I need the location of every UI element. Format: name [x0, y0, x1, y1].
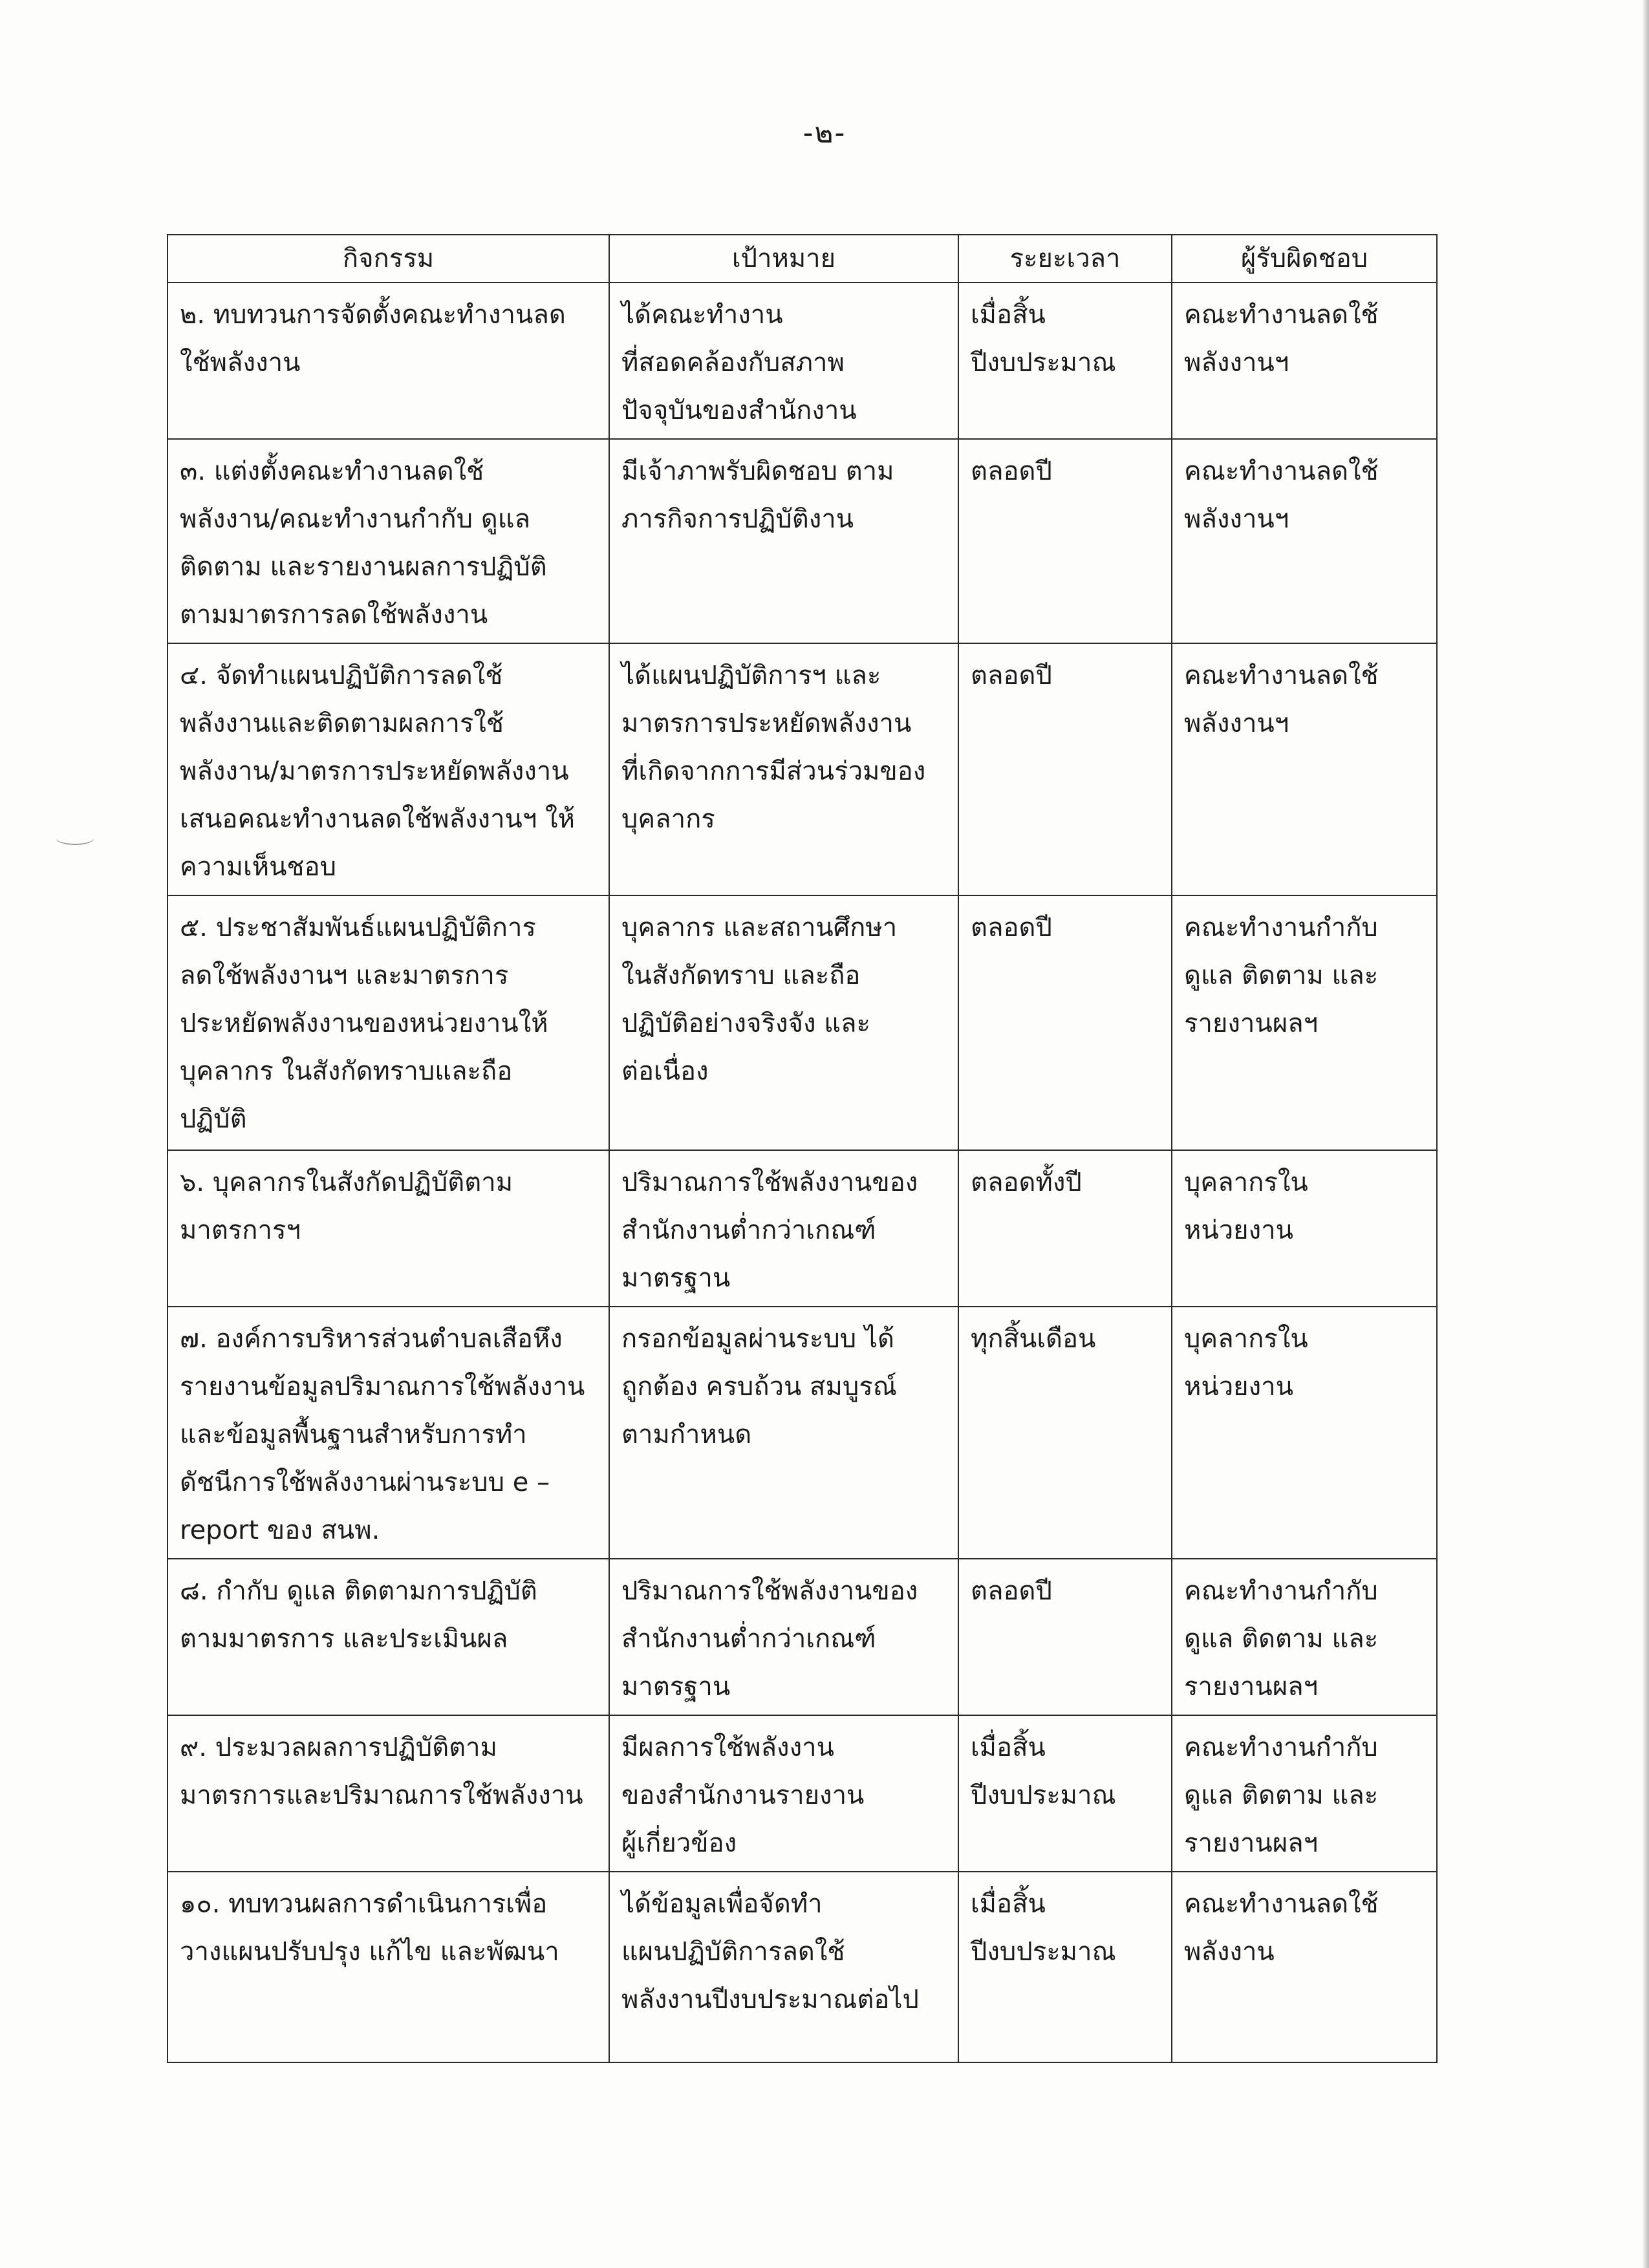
scan-right-edge: [1643, 0, 1649, 2268]
responsible-cell: คณะทำงานลดใช้ พลังงานฯ: [1172, 643, 1437, 895]
goal-cell: กรอกข้อมูลผ่านระบบ ได้ ถูกต้อง ครบถ้วน สมบูรณ์ ตามกำหนด: [609, 1307, 958, 1559]
activity-cell: ๑๐. ทบทวนผลการดำเนินการเพื่อ วางแผนปรับปรุง แก้ไข และพัฒนา: [167, 1872, 609, 2062]
activity-cell: ๓. แต่งตั้งคณะทำงานลดใช้ พลังงาน/คณะทำงานกำกับ ดูแล ติดตาม และรายงานผลการปฏิบัติ ตามมาตรการลดใช้พลังงาน: [167, 439, 609, 643]
table-row: [167, 283, 1437, 439]
table-row: [167, 895, 1437, 1150]
goal-cell: มีเจ้าภาพรับผิดชอบ ตาม ภารกิจการปฏิบัติงาน: [609, 439, 958, 643]
period-cell: เมื่อสิ้น ปีงบประมาณ: [958, 1715, 1172, 1872]
responsible-cell: คณะทำงานกำกับ ดูแล ติดตาม และ รายงานผลฯ: [1172, 1559, 1437, 1715]
table-row: [167, 1559, 1437, 1715]
activity-cell: ๒. ทบทวนการจัดตั้งคณะทำงานลด ใช้พลังงาน: [167, 283, 609, 439]
table-row: [167, 1150, 1437, 1307]
responsible-cell: บุคลากรใน หน่วยงาน: [1172, 1307, 1437, 1559]
period-cell: ตลอดปี: [958, 439, 1172, 643]
table-row: [167, 1715, 1437, 1872]
table-row: [167, 1872, 1437, 2062]
activity-cell: ๘. กำกับ ดูแล ติดตามการปฏิบัติ ตามมาตรการ และประเมินผล: [167, 1559, 609, 1715]
responsible-cell: คณะทำงานลดใช้ พลังงาน: [1172, 1872, 1437, 2062]
goal-cell: ได้คณะทำงาน ที่สอดคล้องกับสภาพ ปัจจุบันของสำนักงาน: [609, 283, 958, 439]
goal-cell: ได้แผนปฏิบัติการฯ และ มาตรการประหยัดพลังงาน ที่เกิดจากการมีส่วนร่วมของ บุคลากร: [609, 643, 958, 895]
table-row: [167, 1307, 1437, 1559]
responsible-cell: บุคลากรใน หน่วยงาน: [1172, 1150, 1437, 1307]
goal-cell: บุคลากร และสถานศึกษา ในสังกัดทราบ และถือ ปฏิบัติอย่างจริงจัง และ ต่อเนื่อง: [609, 895, 958, 1150]
activity-cell: ๔. จัดทำแผนปฏิบัติการลดใช้ พลังงานและติดตามผลการใช้ พลังงาน/มาตรการประหยัดพลังงาน เสนอคณะทำงานลดใช้พลังงานฯ ให้ ความเห็นชอบ: [167, 643, 609, 895]
activity-cell: ๕. ประชาสัมพันธ์แผนปฏิบัติการ ลดใช้พลังงานฯ และมาตรการ ประหยัดพลังงานของหน่วยงานให้ บุคลากร ในสังกัดทราบและถือ ปฏิบัติ: [167, 895, 609, 1150]
period-cell: ตลอดปี: [958, 895, 1172, 1150]
activity-cell: ๙. ประมวลผลการปฏิบัติตาม มาตรการและปริมาณการใช้พลังงาน: [167, 1715, 609, 1872]
goal-cell: ได้ข้อมูลเพื่อจัดทำ แผนปฏิบัติการลดใช้ พลังงานปีงบประมาณต่อไป: [609, 1872, 958, 2062]
activity-table: [167, 234, 1438, 2063]
responsible-cell: คณะทำงานกำกับ ดูแล ติดตาม และ รายงานผลฯ: [1172, 895, 1437, 1150]
period-cell: ตลอดทั้งปี: [958, 1150, 1172, 1307]
goal-cell: ปริมาณการใช้พลังงานของ สำนักงานต่ำกว่าเกณฑ์ มาตรฐาน: [609, 1559, 958, 1715]
table-header-row: [167, 235, 1437, 283]
responsible-cell: คณะทำงานลดใช้ พลังงานฯ: [1172, 439, 1437, 643]
table-row: [167, 643, 1437, 895]
period-cell: เมื่อสิ้น ปีงบประมาณ: [958, 1872, 1172, 2062]
column-header-period: ระยะเวลา: [958, 235, 1172, 283]
period-cell: ตลอดปี: [958, 1559, 1172, 1715]
page-number: -๒-: [803, 116, 846, 149]
table-row: [167, 439, 1437, 643]
responsible-cell: คณะทำงานกำกับ ดูแล ติดตาม และ รายงานผลฯ: [1172, 1715, 1437, 1872]
period-cell: ตลอดปี: [958, 643, 1172, 895]
column-header-responsible: ผู้รับผิดชอบ: [1172, 235, 1437, 283]
scan-margin-mark: [56, 831, 94, 845]
activity-cell: ๖. บุคลากรในสังกัดปฏิบัติตาม มาตรการฯ: [167, 1150, 609, 1307]
column-header-activity: กิจกรรม: [167, 235, 609, 283]
period-cell: ทุกสิ้นเดือน: [958, 1307, 1172, 1559]
column-header-goal: เป้าหมาย: [609, 235, 958, 283]
activity-cell: ๗. องค์การบริหารส่วนตำบลเสือหึง รายงานข้อมูลปริมาณการใช้พลังงาน และข้อมูลพื้นฐานสำหรับการทำ ดัชนีการใช้พลังงานผ่านระบบ e – report ของ สนพ.: [167, 1307, 609, 1559]
goal-cell: ปริมาณการใช้พลังงานของ สำนักงานต่ำกว่าเกณฑ์ มาตรฐาน: [609, 1150, 958, 1307]
period-cell: เมื่อสิ้น ปีงบประมาณ: [958, 283, 1172, 439]
goal-cell: มีผลการใช้พลังงาน ของสำนักงานรายงาน ผู้เกี่ยวข้อง: [609, 1715, 958, 1872]
responsible-cell: คณะทำงานลดใช้ พลังงานฯ: [1172, 283, 1437, 439]
